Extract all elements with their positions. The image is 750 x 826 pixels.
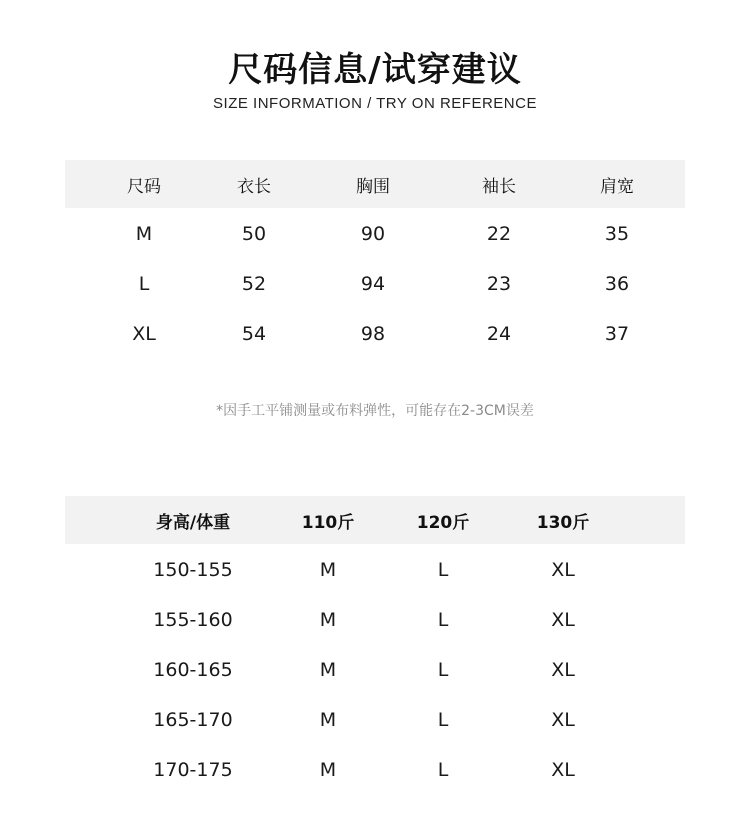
table-cell: L [437,709,449,731]
header-cell-height-weight: 身高/体重 [155,512,231,533]
table-cell: 35 [604,223,630,245]
header-cell-size: 尺码 [127,176,161,197]
table-cell: 94 [360,273,386,295]
table-cell: 24 [486,323,512,345]
table-cell: M [319,759,337,781]
table-cell: L [437,659,449,681]
table-cell: XL [551,759,575,781]
table-cell: XL [551,559,575,581]
fit-table [65,496,685,795]
header-cell-length: 衣长 [237,176,271,197]
table-cell: 98 [360,323,386,345]
table-cell: L [437,609,449,631]
table-cell: M [135,223,153,245]
table-cell: 150-155 [153,559,233,581]
table-cell: 52 [241,273,267,295]
table-cell: 90 [360,223,386,245]
table-cell: 155-160 [153,609,233,631]
page-subtitle: SIZE INFORMATION / TRY ON REFERENCE [213,95,537,112]
table-cell: L [138,273,150,295]
table-cell: M [319,609,337,631]
header-cell-sleeve: 袖长 [482,176,516,197]
table-cell: XL [551,609,575,631]
header-cell-chest: 胸围 [356,176,390,197]
table-cell: 50 [241,223,267,245]
table-row [65,645,685,695]
table-cell: 22 [486,223,512,245]
table-row [65,209,685,259]
table-cell: XL [132,323,156,345]
table-cell: 54 [241,323,267,345]
table-cell: 165-170 [153,709,233,731]
size-table [65,160,685,359]
table-cell: M [319,709,337,731]
table-cell: 36 [604,273,630,295]
page-title: 尺码信息/试穿建议 [228,50,522,90]
fit-table-header [65,496,685,544]
header-cell-130: 130斤 [536,512,590,533]
table-row [65,259,685,309]
table-row [65,695,685,745]
table-row [65,745,685,795]
table-row [65,595,685,645]
table-row [65,309,685,359]
table-cell: XL [551,659,575,681]
table-cell: 160-165 [153,659,233,681]
table-cell: 37 [604,323,630,345]
size-table-header [65,160,685,208]
header-cell-shoulder: 肩宽 [600,176,634,197]
header-cell-120: 120斤 [416,512,470,533]
measurement-note: *因手工平铺测量或布料弹性，可能存在2-3CM误差 [216,403,534,419]
table-cell: XL [551,709,575,731]
table-cell: L [437,759,449,781]
table-cell: 170-175 [153,759,233,781]
header-cell-110: 110斤 [301,512,355,533]
table-row [65,545,685,595]
table-cell: M [319,659,337,681]
table-cell: 23 [486,273,512,295]
table-cell: L [437,559,449,581]
table-cell: M [319,559,337,581]
